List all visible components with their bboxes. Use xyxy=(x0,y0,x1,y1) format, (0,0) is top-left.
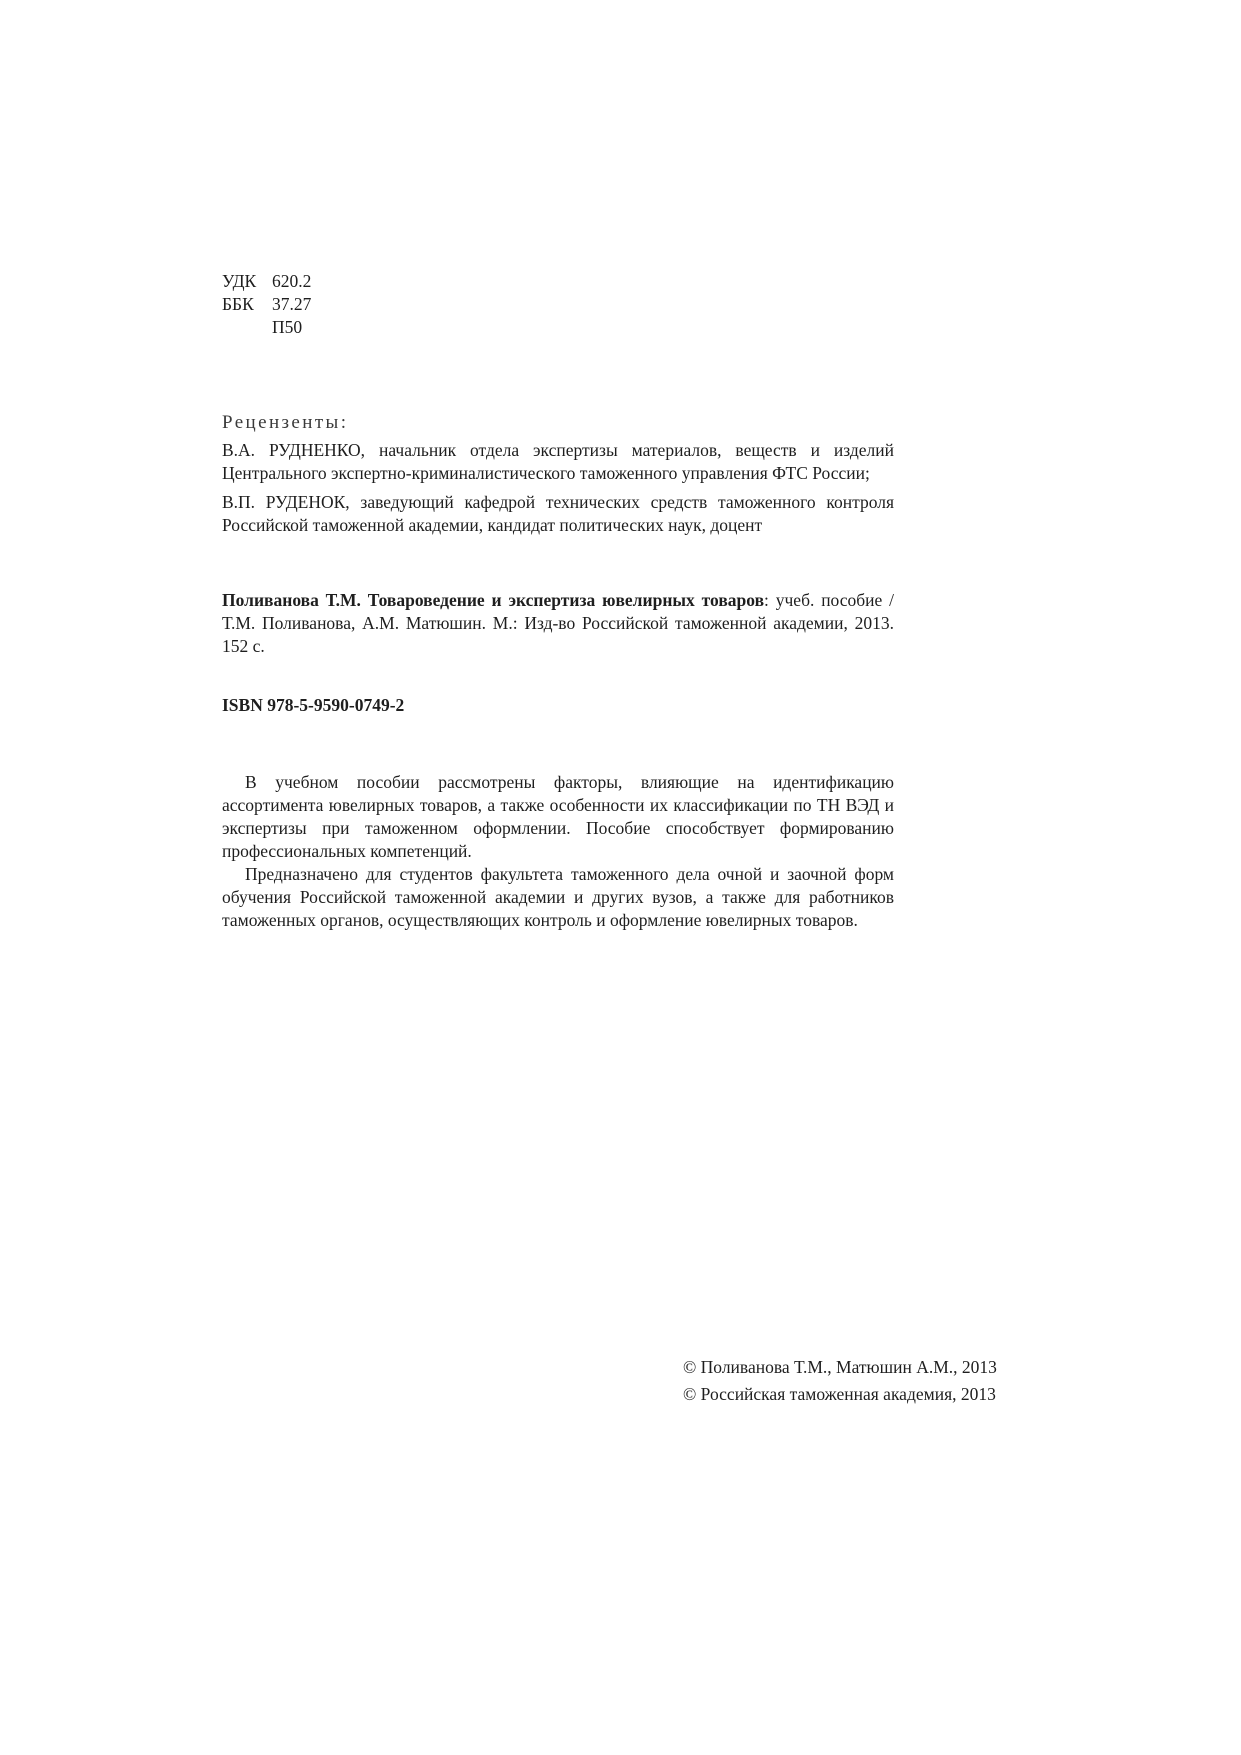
bbk-value: 37.27 xyxy=(272,294,312,314)
copyright-publisher: © Российская таможенная академия, 2013 xyxy=(683,1384,996,1404)
annotation xyxy=(222,771,894,932)
author-mark-row xyxy=(222,316,311,339)
copyright-authors: © Поливанова Т.М., Матюшин А.М., 2013 xyxy=(683,1357,997,1377)
reviewers-heading: Рецензенты: xyxy=(222,412,349,433)
bbk-row xyxy=(222,293,311,316)
isbn: ISBN 978-5-9590-0749-2 xyxy=(222,695,405,715)
classification-block xyxy=(222,270,311,339)
reviewer-2-text: В.П. РУДЕНОК, заведующий кафедрой технических средств таможенного контроля Российской таможенной академии, кандидат политических наук, доцент xyxy=(222,492,894,535)
reviewer-1 xyxy=(222,439,894,485)
bibliographic-text xyxy=(222,589,894,658)
annotation-paragraph-1: В учебном пособии рассмотрены факторы, влияющие на идентификацию ассортимента ювелирных товаров, а также особенности их классификации по ТН ВЭД и экспертизы при таможенном оформлении. Пособие способствует формированию профессиональных компетенций. xyxy=(222,772,894,861)
reviewer-1-text: В.А. РУДНЕНКО, начальник отдела экспертизы материалов, веществ и изделий Центрального экспертно-криминалистического таможенного управления ФТС России; xyxy=(222,440,894,483)
copyright-block xyxy=(683,1356,997,1410)
bibliographic-record xyxy=(222,589,894,658)
udk-row xyxy=(222,270,311,293)
udk-label: УДК xyxy=(222,271,257,291)
bibliographic-details: : учеб. пособие / Т.М. Поливанова, А.М. Матюшин. М.: Изд-во Российской таможенной академии, 2013. 152 с. xyxy=(222,590,894,656)
bibliographic-title: Поливанова Т.М. Товароведение и экспертиза ювелирных товаров xyxy=(222,590,765,610)
udk-value: 620.2 xyxy=(272,271,312,291)
annotation-paragraph-2: Предназначено для студентов факультета таможенного дела очной и заочной форм обучения Российской таможенной академии и других вузов, а также для работников таможенных органов, осуществляющих контроль и оформление ювелирных товаров. xyxy=(222,864,894,930)
author-mark: П50 xyxy=(272,317,303,337)
reviewer-2 xyxy=(222,491,894,537)
bbk-label: ББК xyxy=(222,294,254,314)
